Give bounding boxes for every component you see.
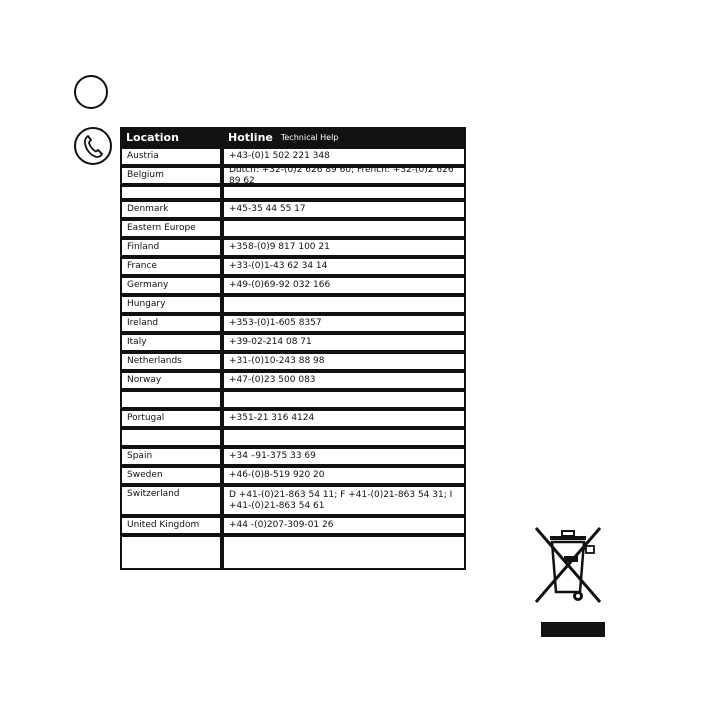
table-row xyxy=(122,221,464,236)
table-row xyxy=(122,316,464,331)
table-row xyxy=(122,354,464,369)
hotline-cell: +358-(0)9 817 100 21 xyxy=(224,240,464,255)
table-row xyxy=(122,373,464,388)
location-cell: France xyxy=(122,259,220,274)
table-row xyxy=(122,537,464,568)
table-row xyxy=(122,392,464,407)
hotline-cell: +49-(0)69-92 032 166 xyxy=(224,278,464,293)
table-row xyxy=(122,278,464,293)
hotline-cell: +353-(0)1-605 8357 xyxy=(224,316,464,331)
location-cell: Austria xyxy=(122,149,220,164)
location-cell: Norway xyxy=(122,373,220,388)
location-cell: Netherlands xyxy=(122,354,220,369)
hotline-cell: +351-21 316 4124 xyxy=(224,411,464,426)
location-cell: Eastern Europe xyxy=(122,221,220,236)
hotline-cell: +43-(0)1 502 221 348 xyxy=(224,149,464,164)
table-row xyxy=(122,202,464,217)
location-cell: Italy xyxy=(122,335,220,350)
location-cell: United Kingdom xyxy=(122,518,220,533)
location-cell xyxy=(122,392,220,407)
table-row xyxy=(122,468,464,483)
hotline-cell: +39-02-214 08 71 xyxy=(224,335,464,350)
hotline-cell xyxy=(224,537,464,568)
crossed-out-bin-icon xyxy=(528,522,608,608)
table-row xyxy=(122,187,464,198)
table-row xyxy=(122,335,464,350)
table-row xyxy=(122,518,464,533)
phone-icon xyxy=(74,127,112,165)
hotline-cell: D +41-(0)21-863 54 11; F +41-(0)21-863 54 31; I +41-(0)21-863 54 61 xyxy=(224,487,464,514)
table-row xyxy=(122,430,464,445)
hotline-table xyxy=(120,127,466,570)
hotline-cell: Dutch: +32-(0)2 626 89 60; French: +32-(0)2 626 89 62 xyxy=(224,168,464,183)
table-row xyxy=(122,259,464,274)
hotline-cell xyxy=(224,187,464,198)
hotline-cell xyxy=(224,430,464,445)
location-cell: Ireland xyxy=(122,316,220,331)
table-row xyxy=(122,449,464,464)
hotline-cell xyxy=(224,297,464,312)
location-cell: Spain xyxy=(122,449,220,464)
hotline-cell: +47-(0)23 500 083 xyxy=(224,373,464,388)
circle-icon xyxy=(74,75,108,109)
location-cell: Portugal xyxy=(122,411,220,426)
hotline-cell: +33-(0)1-43 62 34 14 xyxy=(224,259,464,274)
technical-help-label: Technical Help xyxy=(280,132,339,142)
location-cell: Sweden xyxy=(122,468,220,483)
table-row xyxy=(122,149,464,164)
table-row xyxy=(122,240,464,255)
hotline-cell: +31-(0)10-243 88 98 xyxy=(224,354,464,369)
hotline-cell xyxy=(224,392,464,407)
location-cell: Hungary xyxy=(122,297,220,312)
hotline-cell: +44 -(0)207-309-01 26 xyxy=(224,518,464,533)
hotline-cell xyxy=(224,221,464,236)
location-cell xyxy=(122,430,220,445)
location-cell xyxy=(122,187,220,198)
hotline-cell: +45-35 44 55 17 xyxy=(224,202,464,217)
weee-bar xyxy=(541,622,605,637)
table-header xyxy=(122,129,464,145)
table-row xyxy=(122,297,464,312)
location-cell: Germany xyxy=(122,278,220,293)
location-cell xyxy=(122,537,220,568)
table-row xyxy=(122,411,464,426)
location-header: Location xyxy=(126,130,179,144)
hotline-header-label: Hotline xyxy=(228,130,273,144)
table-row xyxy=(122,487,464,514)
location-cell: Finland xyxy=(122,240,220,255)
location-cell: Denmark xyxy=(122,202,220,217)
location-cell: Belgium xyxy=(122,168,220,183)
location-cell: Switzerland xyxy=(122,487,220,514)
hotline-cell: +46-(0)8-519 920 20 xyxy=(224,468,464,483)
table-row xyxy=(122,164,464,186)
hotline-cell: +34 –91-375 33 69 xyxy=(224,449,464,464)
hotline-header xyxy=(224,129,464,145)
